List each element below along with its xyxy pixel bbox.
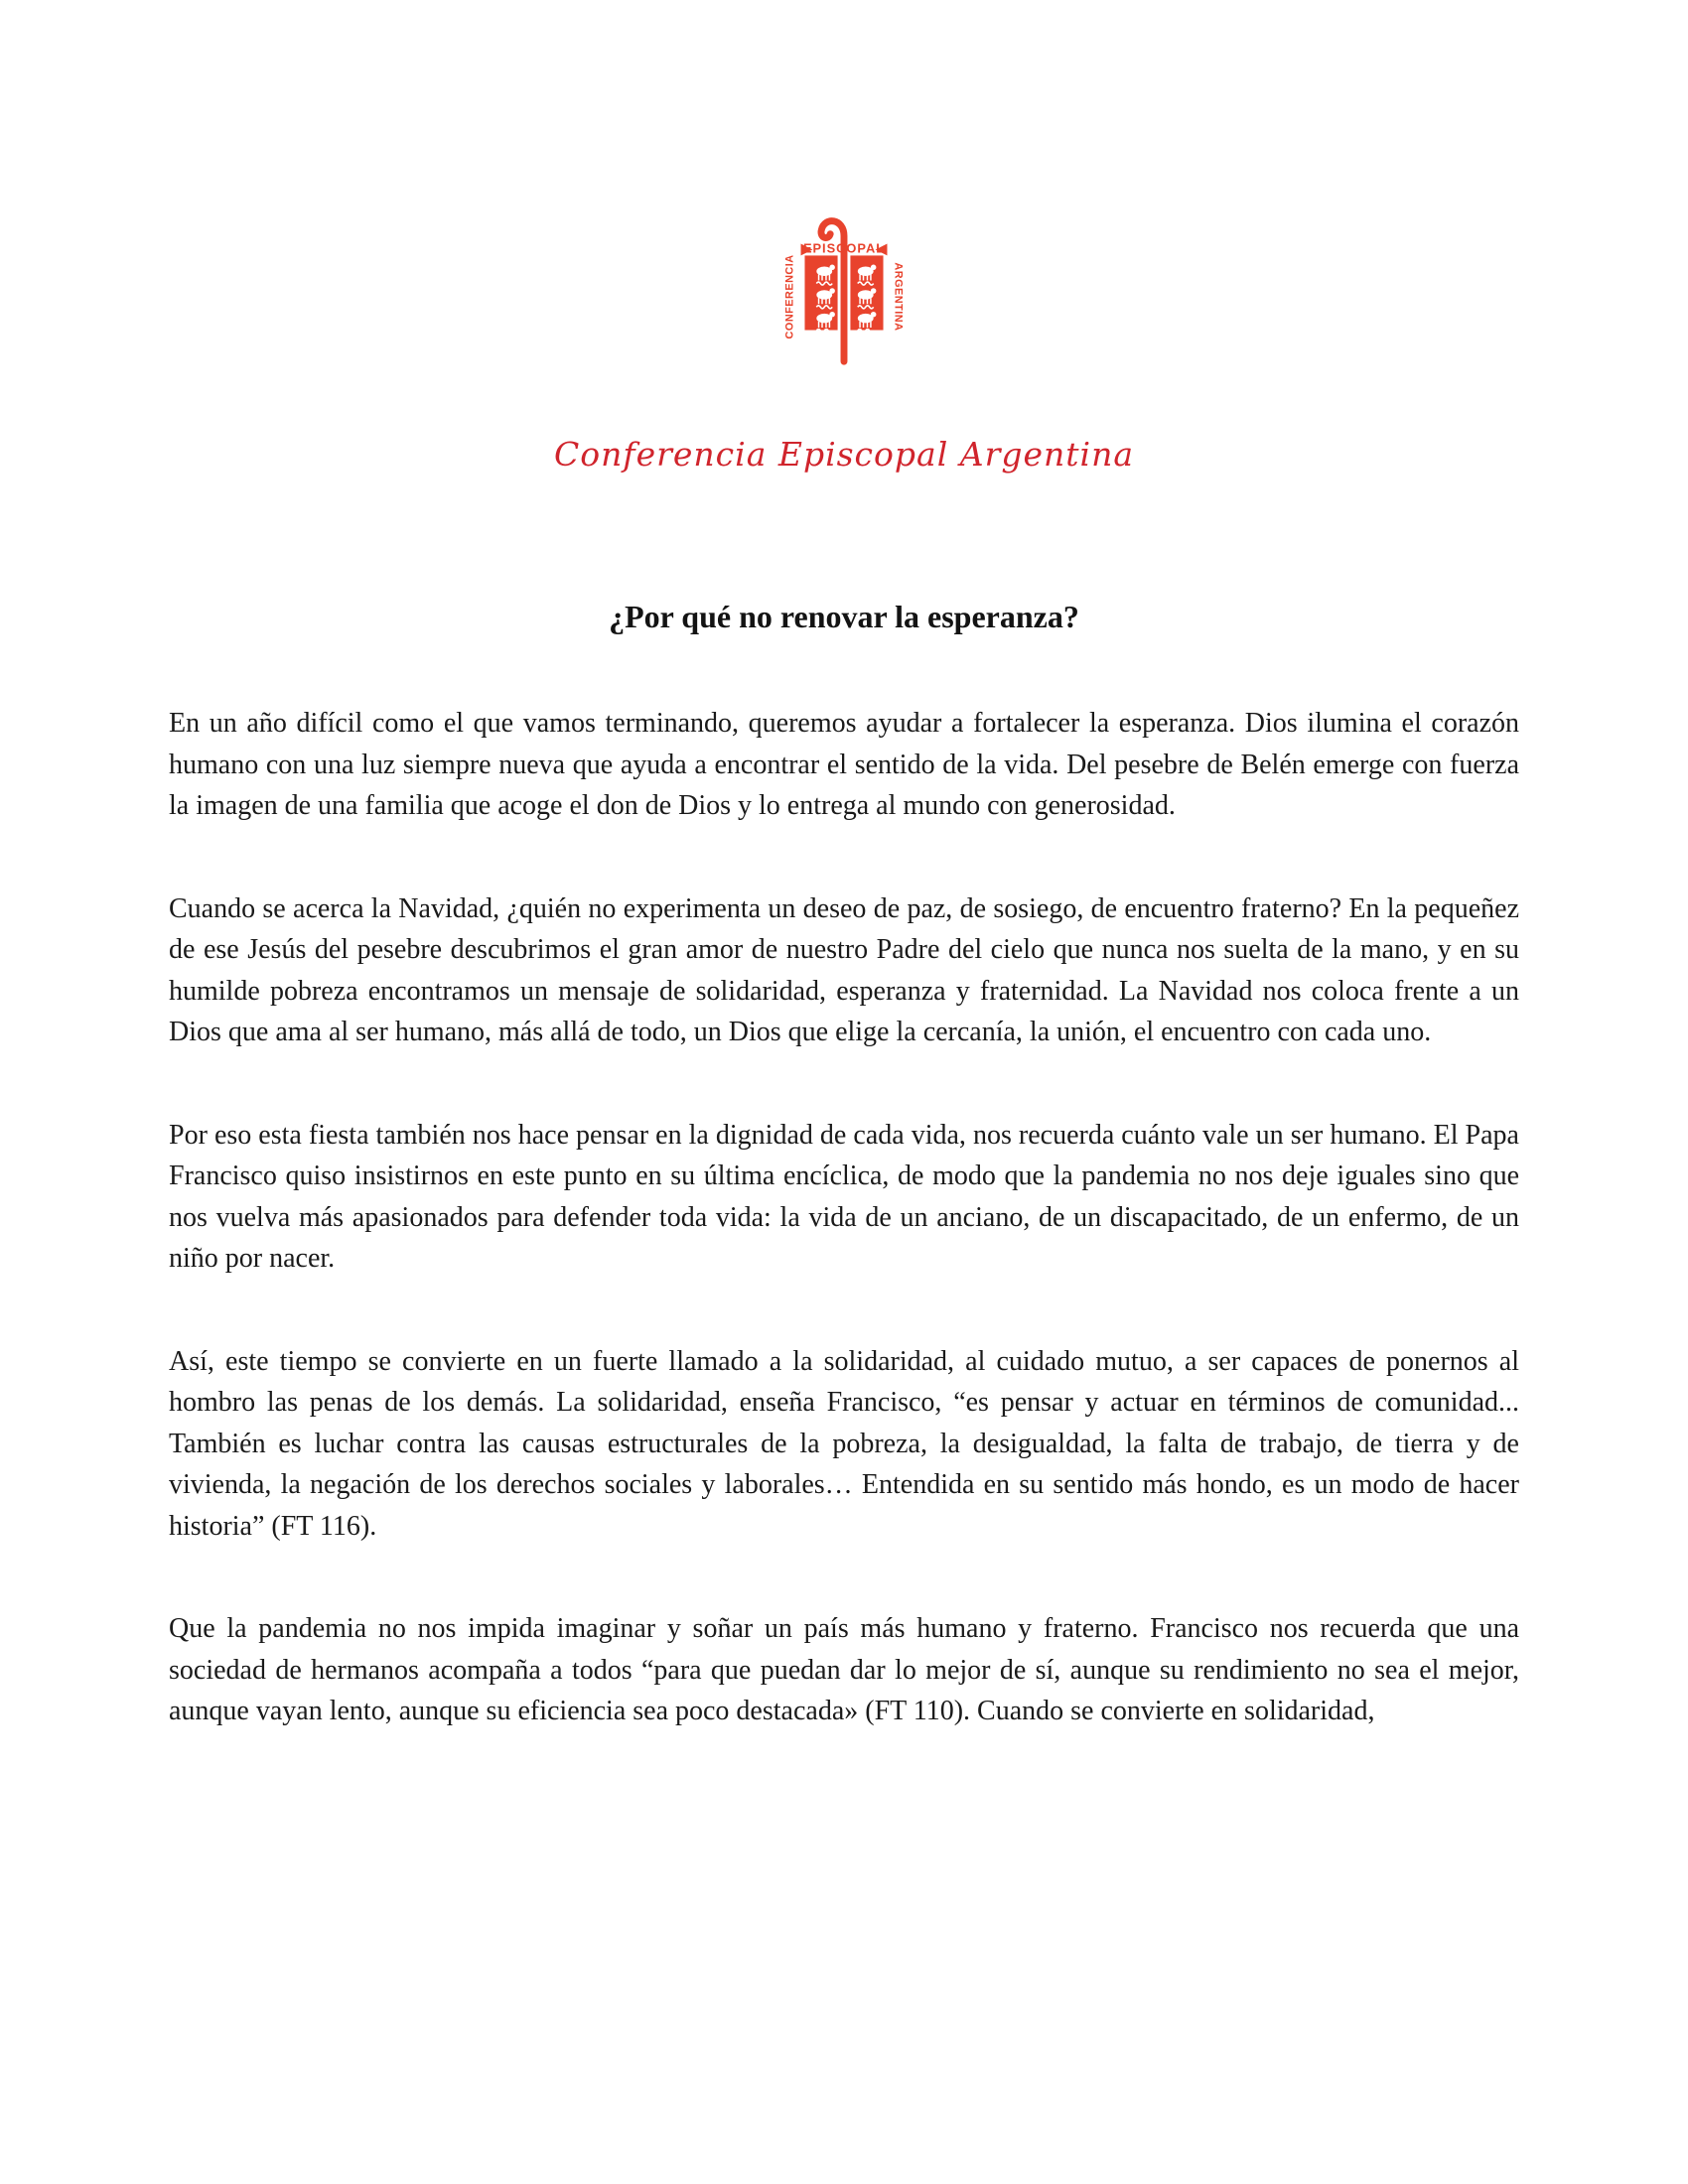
paragraph: En un año difícil como el que vamos terminando, queremos ayudar a fortalecer la esperanza. Dios ilumina el corazón humano con una luz siempre nueva que ayuda a encontrar el sentido de la vida. Del pesebre de Belén emerge con fuerza la imagen de una familia que acoge el don de Dios y lo entrega al mundo con generosidad. (169, 708, 1519, 821)
crest-word-right: ARGENTINA (892, 262, 905, 332)
document-title: ¿Por qué no renovar la esperanza? (609, 599, 1079, 634)
logo-container (0, 206, 1688, 373)
document-body (169, 703, 1519, 1732)
cea-crest-logo (778, 206, 910, 373)
paragraph: Cuando se acerca la Navidad, ¿quién no experimenta un deseo de paz, de sosiego, de encuentro fraterno? En la pequeñez de ese Jesús del pesebre descubrimos el gran amor de nuestro Padre del cielo que nunca nos suelta de la mano, y en su humilde pobreza encontramos un mensaje de solidaridad, esperanza y fraternidad. La Navidad nos coloca frente a un Dios que ama al ser humano, más allá de todo, un Dios que elige la cercanía, la unión, el encuentro con cada uno. (169, 892, 1519, 1047)
organization-script-title: Conferencia Episcopal Argentina (553, 435, 1135, 474)
paragraph: Que la pandemia no nos impida imaginar y soñar un país más humano y fraterno. Francisco nos recuerda que una sociedad de hermanos acompaña a todos “para que puedan dar lo mejor de sí, aunque su rendimiento no sea el mejor, aunque vayan lento, aunque su eficiencia sea poco destacada» (FT 110). Cuando se convierte en solidaridad, (169, 1613, 1519, 1726)
crest-word-top: EPISCOPAL (802, 240, 886, 256)
paragraph: Por eso esta fiesta también nos hace pensar en la dignidad de cada vida, nos recuerda cuánto vale un ser humano. El Papa Francisco quiso insistirnos en este punto en su última encíclica, de modo que la pandemia no nos deje iguales sino que nos vuelva más apasionados para defender toda vida: la vida de un anciano, de un discapacitado, de un enfermo, de un niño por nacer. (169, 1119, 1519, 1274)
crest-word-left: CONFERENCIA (783, 254, 796, 340)
paragraph: Así, este tiempo se convierte en un fuerte llamado a la solidaridad, al cuidado mutuo, a ser capaces de ponernos al hombro las penas de los demás. La solidaridad, enseña Francisco, “es pensar y actuar en términos de comunidad... También es luchar contra las causas estructurales de la pobreza, la desigualdad, la falta de trabajo, de tierra y de vivienda, la negación de los derechos sociales y laborales… Entendida en su sentido más hondo, es un modo de hacer historia” (FT 116). (169, 1345, 1519, 1542)
